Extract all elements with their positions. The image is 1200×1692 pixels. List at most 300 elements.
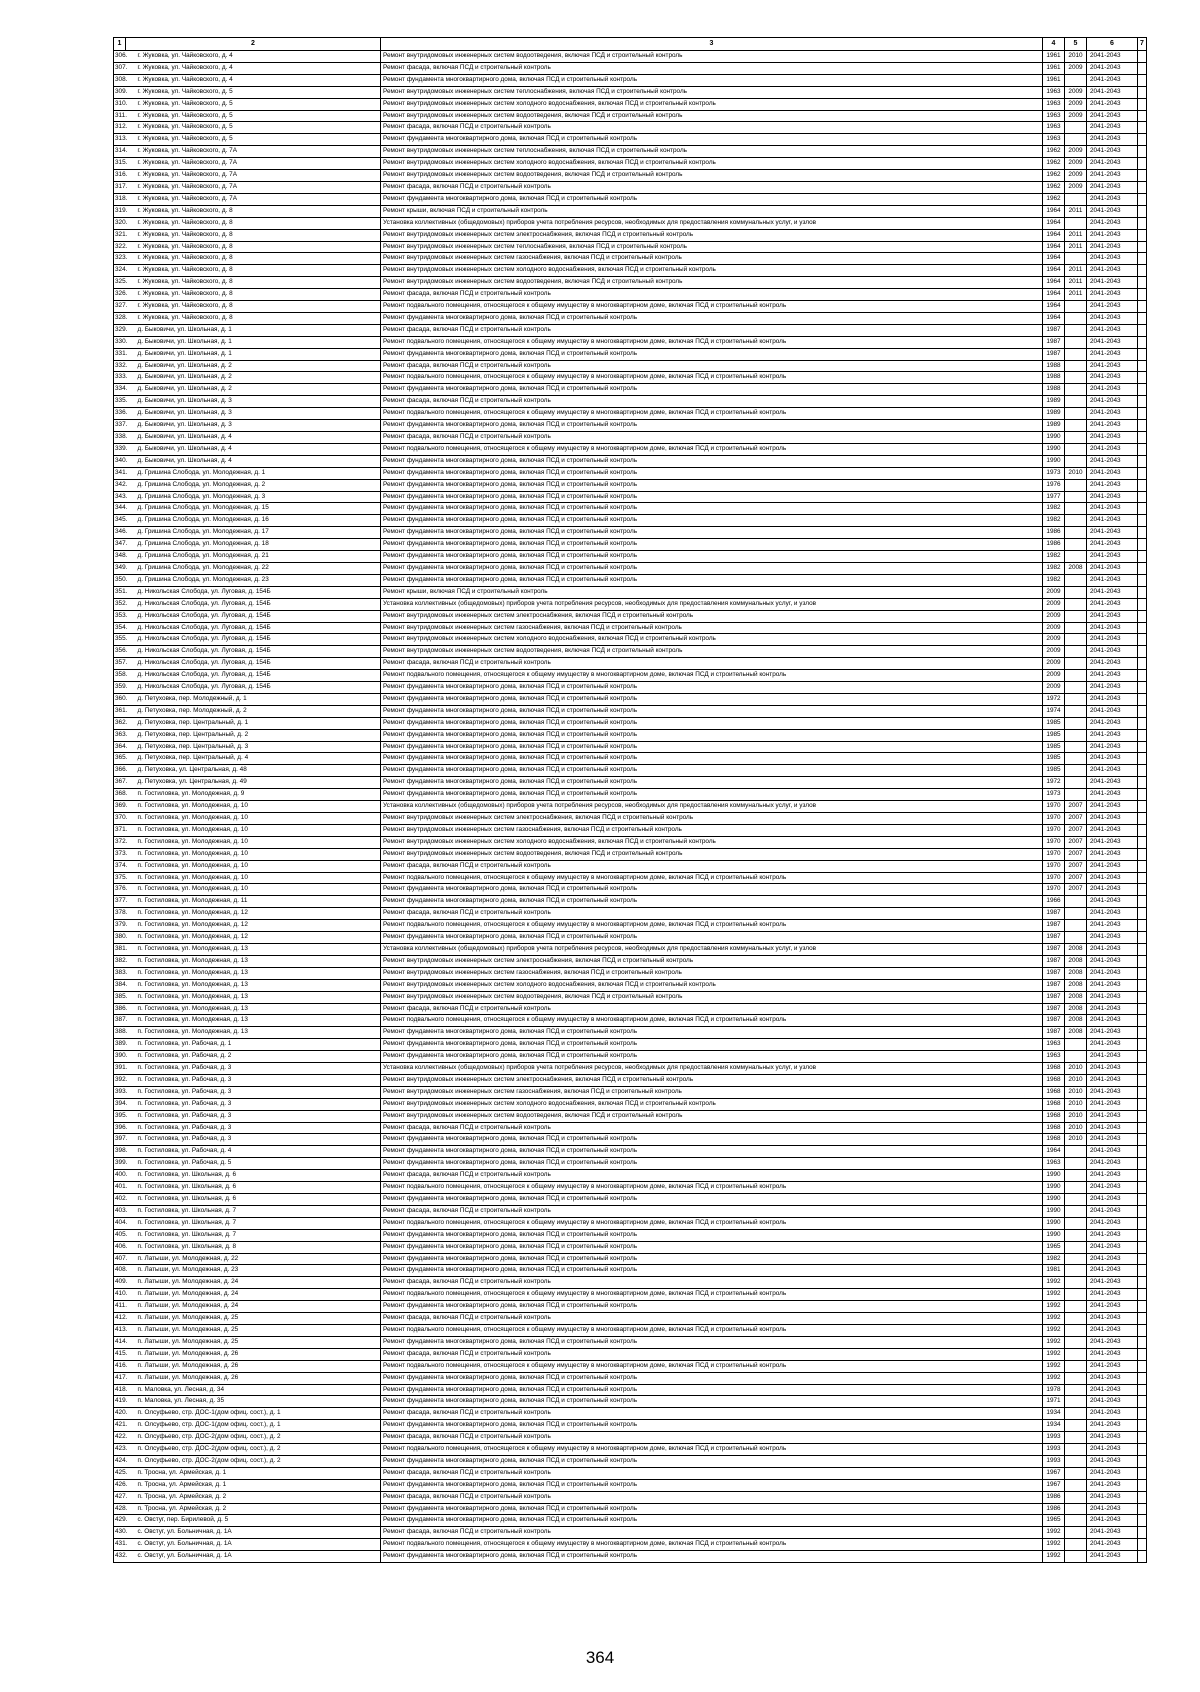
planned-period-cell: 2041-2043 (1087, 1396, 1138, 1408)
table-row (114, 122, 1147, 134)
planned-period-cell: 2041-2043 (1087, 967, 1138, 979)
work-type-cell: Ремонт фундамента многоквартирного дома, включая ПСД и строительный контроль (381, 1336, 1043, 1348)
year-built-cell: 1987 (1043, 920, 1065, 932)
row-number-cell: 330. (114, 336, 126, 348)
address-cell: д. Гришина Слобода, ул. Молодежная, д. 21 (126, 551, 381, 563)
table-row (114, 539, 1147, 551)
year-built-cell: 1992 (1043, 1301, 1065, 1313)
planned-period-cell: 2041-2043 (1087, 932, 1138, 944)
year-built-cell: 1987 (1043, 1015, 1065, 1027)
table-row (114, 836, 1147, 848)
address-cell: п. Гостиловка, ул. Рабочая, д. 3 (126, 1074, 381, 1086)
address-cell: п. Латыши, ул. Молодежная, д. 24 (126, 1289, 381, 1301)
last-repair-year-cell (1065, 1194, 1087, 1206)
column-7-cell (1138, 1289, 1147, 1301)
address-cell: п. Гостиловка, ул. Молодежная, д. 12 (126, 932, 381, 944)
year-built-cell: 1982 (1043, 1253, 1065, 1265)
last-repair-year-cell: 2010 (1065, 1110, 1087, 1122)
last-repair-year-cell: 2008 (1065, 955, 1087, 967)
table-row (114, 312, 1147, 324)
planned-period-cell: 2041-2043 (1087, 1205, 1138, 1217)
row-number-cell: 390. (114, 1051, 126, 1063)
row-number-cell: 324. (114, 265, 126, 277)
work-type-cell: Ремонт фундамента многоквартирного дома, включая ПСД и строительный контроль (381, 705, 1043, 717)
row-number-cell: 420. (114, 1408, 126, 1420)
table-row (114, 241, 1147, 253)
table-row (114, 467, 1147, 479)
work-type-cell: Установка коллективных (общедомовых) приборов учета потребления ресурсов, необходимых для предоставления коммунальных услуг, и узлов (381, 801, 1043, 813)
planned-period-cell: 2041-2043 (1087, 253, 1138, 265)
last-repair-year-cell (1065, 765, 1087, 777)
planned-period-cell: 2041-2043 (1087, 1420, 1138, 1432)
last-repair-year-cell (1065, 1265, 1087, 1277)
column-7-cell (1138, 1170, 1147, 1182)
row-number-cell: 404. (114, 1217, 126, 1229)
year-built-cell: 1989 (1043, 420, 1065, 432)
row-number-cell: 349. (114, 562, 126, 574)
address-cell: д. Петуховка, пер. Центральный, д. 4 (126, 753, 381, 765)
address-cell: д. Быковичи, ул. Школьная, д. 3 (126, 420, 381, 432)
address-cell: д. Никольская Слобода, ул. Луговая, д. 154Б (126, 622, 381, 634)
table-row (114, 634, 1147, 646)
work-type-cell: Ремонт фундамента многоквартирного дома, включая ПСД и строительный контроль (381, 74, 1043, 86)
table-row (114, 1408, 1147, 1420)
last-repair-year-cell (1065, 1301, 1087, 1313)
work-type-cell: Ремонт фасада, включая ПСД и строительный контроль (381, 908, 1043, 920)
year-built-cell: 1987 (1043, 336, 1065, 348)
year-built-cell: 1968 (1043, 1063, 1065, 1075)
work-type-cell: Ремонт фундамента многоквартирного дома, включая ПСД и строительный контроль (381, 932, 1043, 944)
planned-period-cell: 2041-2043 (1087, 301, 1138, 313)
address-cell: п. Гостиловка, ул. Рабочая, д. 3 (126, 1110, 381, 1122)
row-number-cell: 374. (114, 860, 126, 872)
work-type-cell: Ремонт внутридомовых инженерных систем газоснабжения, включая ПСД и строительный контроль (381, 967, 1043, 979)
last-repair-year-cell: 2007 (1065, 836, 1087, 848)
row-number-cell: 343. (114, 491, 126, 503)
year-built-cell: 1934 (1043, 1420, 1065, 1432)
table-row (114, 765, 1147, 777)
planned-period-cell: 2041-2043 (1087, 1217, 1138, 1229)
column-7-cell (1138, 1027, 1147, 1039)
column-7-cell (1138, 1503, 1147, 1515)
row-number-cell: 384. (114, 979, 126, 991)
row-number-cell: 385. (114, 991, 126, 1003)
table-row (114, 574, 1147, 586)
table-row (114, 610, 1147, 622)
work-type-cell: Ремонт внутридомовых инженерных систем газоснабжения, включая ПСД и строительный контроль (381, 622, 1043, 634)
address-cell: г. Жуковка, ул. Чайковского, д. 8 (126, 289, 381, 301)
last-repair-year-cell (1065, 1158, 1087, 1170)
planned-period-cell: 2041-2043 (1087, 551, 1138, 563)
planned-period-cell: 2041-2043 (1087, 265, 1138, 277)
column-7-cell (1138, 765, 1147, 777)
work-type-cell: Ремонт фундамента многоквартирного дома, включая ПСД и строительный контроль (381, 1253, 1043, 1265)
table-row (114, 1301, 1147, 1313)
planned-period-cell: 2041-2043 (1087, 1527, 1138, 1539)
column-7-cell (1138, 1360, 1147, 1372)
work-type-cell: Ремонт фасада, включая ПСД и строительный контроль (381, 289, 1043, 301)
last-repair-year-cell (1065, 1479, 1087, 1491)
last-repair-year-cell: 2009 (1065, 158, 1087, 170)
address-cell: г. Жуковка, ул. Чайковского, д. 8 (126, 277, 381, 289)
work-type-cell: Ремонт подвального помещения, относящегося к общему имуществу в многоквартирном доме, включая ПСД и строительный контроль (381, 670, 1043, 682)
table-row (114, 1324, 1147, 1336)
year-built-cell: 1986 (1043, 539, 1065, 551)
table-row (114, 789, 1147, 801)
table-row (114, 1336, 1147, 1348)
column-header-5: 5 (1065, 38, 1087, 51)
planned-period-cell: 2041-2043 (1087, 1551, 1138, 1563)
last-repair-year-cell (1065, 1515, 1087, 1527)
planned-period-cell: 2041-2043 (1087, 574, 1138, 586)
last-repair-year-cell (1065, 479, 1087, 491)
year-built-cell: 1987 (1043, 955, 1065, 967)
table-row (114, 682, 1147, 694)
year-built-cell: 1990 (1043, 1217, 1065, 1229)
column-7-cell (1138, 562, 1147, 574)
planned-period-cell: 2041-2043 (1087, 1467, 1138, 1479)
year-built-cell: 1982 (1043, 551, 1065, 563)
column-7-cell (1138, 1324, 1147, 1336)
planned-period-cell: 2041-2043 (1087, 1384, 1138, 1396)
work-type-cell: Ремонт фундамента многоквартирного дома, включая ПСД и строительный контроль (381, 193, 1043, 205)
work-type-cell: Ремонт фасада, включая ПСД и строительный контроль (381, 1205, 1043, 1217)
work-type-cell: Ремонт внутридомовых инженерных систем водоотведения, включая ПСД и строительный контроль (381, 646, 1043, 658)
column-7-cell (1138, 574, 1147, 586)
row-number-cell: 314. (114, 146, 126, 158)
row-number-cell: 398. (114, 1146, 126, 1158)
column-7-cell (1138, 193, 1147, 205)
work-type-cell: Ремонт внутридомовых инженерных систем водоотведения, включая ПСД и строительный контроль (381, 110, 1043, 122)
row-number-cell: 392. (114, 1074, 126, 1086)
planned-period-cell: 2041-2043 (1087, 777, 1138, 789)
row-number-cell: 419. (114, 1396, 126, 1408)
column-7-cell (1138, 277, 1147, 289)
work-type-cell: Установка коллективных (общедомовых) приборов учета потребления ресурсов, необходимых для предоставления коммунальных услуг, и узлов (381, 943, 1043, 955)
column-7-cell (1138, 991, 1147, 1003)
last-repair-year-cell: 2010 (1065, 1063, 1087, 1075)
year-built-cell: 1973 (1043, 789, 1065, 801)
address-cell: г. Жуковка, ул. Чайковского, д. 5 (126, 98, 381, 110)
planned-period-cell: 2041-2043 (1087, 51, 1138, 63)
column-7-cell (1138, 217, 1147, 229)
address-cell: г. Жуковка, ул. Чайковского, д. 8 (126, 217, 381, 229)
last-repair-year-cell (1065, 539, 1087, 551)
planned-period-cell: 2041-2043 (1087, 348, 1138, 360)
planned-period-cell: 2041-2043 (1087, 336, 1138, 348)
column-7-cell (1138, 324, 1147, 336)
planned-period-cell: 2041-2043 (1087, 848, 1138, 860)
column-7-cell (1138, 848, 1147, 860)
column-7-cell (1138, 1432, 1147, 1444)
work-type-cell: Ремонт фасада, включая ПСД и строительный контроль (381, 360, 1043, 372)
planned-period-cell: 2041-2043 (1087, 1182, 1138, 1194)
planned-period-cell: 2041-2043 (1087, 682, 1138, 694)
column-7-cell (1138, 1122, 1147, 1134)
work-type-cell: Ремонт фасада, включая ПСД и строительный контроль (381, 1170, 1043, 1182)
column-7-cell (1138, 1467, 1147, 1479)
table-row (114, 158, 1147, 170)
last-repair-year-cell: 2007 (1065, 872, 1087, 884)
address-cell: г. Жуковка, ул. Чайковского, д. 4 (126, 51, 381, 63)
last-repair-year-cell: 2009 (1065, 62, 1087, 74)
last-repair-year-cell (1065, 658, 1087, 670)
column-7-cell (1138, 1134, 1147, 1146)
row-number-cell: 423. (114, 1444, 126, 1456)
column-7-cell (1138, 1253, 1147, 1265)
column-7-cell (1138, 1229, 1147, 1241)
year-built-cell: 1987 (1043, 908, 1065, 920)
row-number-cell: 422. (114, 1432, 126, 1444)
work-type-cell: Ремонт внутридомовых инженерных систем холодного водоснабжения, включая ПСД и строительный контроль (381, 836, 1043, 848)
table-row (114, 908, 1147, 920)
table-row (114, 1372, 1147, 1384)
address-cell: п. Гостиловка, ул. Молодежная, д. 9 (126, 789, 381, 801)
work-type-cell: Ремонт внутридомовых инженерных систем холодного водоснабжения, включая ПСД и строительный контроль (381, 265, 1043, 277)
table-row (114, 86, 1147, 98)
column-7-cell (1138, 920, 1147, 932)
planned-period-cell: 2041-2043 (1087, 1015, 1138, 1027)
work-type-cell: Ремонт фундамента многоквартирного дома, включая ПСД и строительный контроль (381, 1515, 1043, 1527)
column-7-cell (1138, 74, 1147, 86)
column-header-6: 6 (1087, 38, 1138, 51)
row-number-cell: 358. (114, 670, 126, 682)
planned-period-cell: 2041-2043 (1087, 693, 1138, 705)
column-7-cell (1138, 634, 1147, 646)
address-cell: д. Петуховка, пер. Молодежный, д. 2 (126, 705, 381, 717)
column-7-cell (1138, 598, 1147, 610)
table-body (114, 51, 1147, 1563)
address-cell: п. Гостиловка, ул. Молодежная, д. 12 (126, 920, 381, 932)
address-cell: п. Латыши, ул. Молодежная, д. 26 (126, 1372, 381, 1384)
year-built-cell: 1962 (1043, 193, 1065, 205)
year-built-cell: 2009 (1043, 586, 1065, 598)
table-row (114, 324, 1147, 336)
work-type-cell: Ремонт внутридомовых инженерных систем холодного водоснабжения, включая ПСД и строительный контроль (381, 1098, 1043, 1110)
year-built-cell: 1987 (1043, 943, 1065, 955)
column-7-cell (1138, 967, 1147, 979)
table-row (114, 1503, 1147, 1515)
address-cell: п. Олсуфьево, стр. ДОС-1(дом офиц. сост.), д. 1 (126, 1420, 381, 1432)
address-cell: д. Гришина Слобода, ул. Молодежная, д. 2 (126, 479, 381, 491)
column-7-cell (1138, 1527, 1147, 1539)
column-7-cell (1138, 158, 1147, 170)
address-cell: д. Петуховка, пер. Центральный, д. 1 (126, 717, 381, 729)
last-repair-year-cell: 2011 (1065, 277, 1087, 289)
year-built-cell: 1976 (1043, 479, 1065, 491)
column-7-cell (1138, 396, 1147, 408)
year-built-cell: 1993 (1043, 1444, 1065, 1456)
row-number-cell: 367. (114, 777, 126, 789)
address-cell: п. Маловка, ул. Лесная, д. 34 (126, 1384, 381, 1396)
planned-period-cell: 2041-2043 (1087, 1539, 1138, 1551)
last-repair-year-cell (1065, 527, 1087, 539)
work-type-cell: Ремонт внутридомовых инженерных систем водоотведения, включая ПСД и строительный контроль (381, 848, 1043, 860)
work-type-cell: Ремонт внутридомовых инженерных систем электроснабжения, включая ПСД и строительный контроль (381, 813, 1043, 825)
last-repair-year-cell (1065, 1527, 1087, 1539)
row-number-cell: 335. (114, 396, 126, 408)
work-type-cell: Ремонт внутридомовых инженерных систем водоотведения, включая ПСД и строительный контроль (381, 1110, 1043, 1122)
year-built-cell: 1985 (1043, 729, 1065, 741)
row-number-cell: 383. (114, 967, 126, 979)
row-number-cell: 325. (114, 277, 126, 289)
column-7-cell (1138, 1063, 1147, 1075)
column-7-cell (1138, 1074, 1147, 1086)
year-built-cell: 1987 (1043, 1003, 1065, 1015)
planned-period-cell: 2041-2043 (1087, 146, 1138, 158)
last-repair-year-cell (1065, 920, 1087, 932)
table-row (114, 932, 1147, 944)
column-7-cell (1138, 539, 1147, 551)
planned-period-cell: 2041-2043 (1087, 1515, 1138, 1527)
column-7-cell (1138, 824, 1147, 836)
planned-period-cell: 2041-2043 (1087, 836, 1138, 848)
table-row (114, 1098, 1147, 1110)
address-cell: д. Быковичи, ул. Школьная, д. 1 (126, 324, 381, 336)
table-row (114, 562, 1147, 574)
row-number-cell: 308. (114, 74, 126, 86)
work-type-cell: Ремонт фундамента многоквартирного дома, включая ПСД и строительный контроль (381, 1146, 1043, 1158)
year-built-cell: 1962 (1043, 170, 1065, 182)
row-number-cell: 428. (114, 1503, 126, 1515)
planned-period-cell: 2041-2043 (1087, 467, 1138, 479)
address-cell: д. Петуховка, пер. Молодежный, д. 1 (126, 693, 381, 705)
table-row (114, 289, 1147, 301)
year-built-cell: 1986 (1043, 1503, 1065, 1515)
row-number-cell: 344. (114, 503, 126, 515)
row-number-cell: 387. (114, 1015, 126, 1027)
last-repair-year-cell: 2007 (1065, 824, 1087, 836)
work-type-cell: Ремонт фундамента многоквартирного дома, включая ПСД и строительный контроль (381, 455, 1043, 467)
last-repair-year-cell (1065, 574, 1087, 586)
address-cell: п. Гостиловка, ул. Молодежная, д. 13 (126, 955, 381, 967)
table-row (114, 193, 1147, 205)
table-row (114, 74, 1147, 86)
row-number-cell: 356. (114, 646, 126, 658)
year-built-cell: 1964 (1043, 301, 1065, 313)
address-cell: п. Тросна, ул. Армейская, д. 1 (126, 1479, 381, 1491)
year-built-cell: 1985 (1043, 741, 1065, 753)
work-type-cell: Ремонт внутридомовых инженерных систем электроснабжения, включая ПСД и строительный контроль (381, 610, 1043, 622)
year-built-cell: 1977 (1043, 491, 1065, 503)
column-7-cell (1138, 979, 1147, 991)
address-cell: п. Тросна, ул. Армейская, д. 2 (126, 1491, 381, 1503)
last-repair-year-cell: 2009 (1065, 86, 1087, 98)
address-cell: д. Никольская Слобода, ул. Луговая, д. 154Б (126, 682, 381, 694)
row-number-cell: 370. (114, 813, 126, 825)
year-built-cell: 1990 (1043, 1182, 1065, 1194)
row-number-cell: 341. (114, 467, 126, 479)
year-built-cell: 1964 (1043, 205, 1065, 217)
last-repair-year-cell (1065, 634, 1087, 646)
address-cell: г. Жуковка, ул. Чайковского, д. 8 (126, 205, 381, 217)
row-number-cell: 405. (114, 1229, 126, 1241)
row-number-cell: 426. (114, 1479, 126, 1491)
planned-period-cell: 2041-2043 (1087, 98, 1138, 110)
year-built-cell: 1970 (1043, 884, 1065, 896)
last-repair-year-cell (1065, 693, 1087, 705)
column-7-cell (1138, 1182, 1147, 1194)
planned-period-cell: 2041-2043 (1087, 360, 1138, 372)
year-built-cell: 1990 (1043, 1229, 1065, 1241)
work-type-cell: Ремонт фундамента многоквартирного дома, включая ПСД и строительный контроль (381, 1039, 1043, 1051)
year-built-cell: 1989 (1043, 408, 1065, 420)
planned-period-cell: 2041-2043 (1087, 384, 1138, 396)
column-7-cell (1138, 693, 1147, 705)
column-7-cell (1138, 253, 1147, 265)
last-repair-year-cell (1065, 1277, 1087, 1289)
address-cell: д. Быковичи, ул. Школьная, д. 4 (126, 455, 381, 467)
planned-period-cell: 2041-2043 (1087, 420, 1138, 432)
work-type-cell: Ремонт внутридомовых инженерных систем холодного водоснабжения, включая ПСД и строительный контроль (381, 98, 1043, 110)
last-repair-year-cell (1065, 253, 1087, 265)
column-7-cell (1138, 1205, 1147, 1217)
last-repair-year-cell (1065, 717, 1087, 729)
row-number-cell: 416. (114, 1360, 126, 1372)
work-type-cell: Ремонт внутридомовых инженерных систем холодного водоснабжения, включая ПСД и строительный контроль (381, 634, 1043, 646)
address-cell: д. Никольская Слобода, ул. Луговая, д. 154Б (126, 634, 381, 646)
planned-period-cell: 2041-2043 (1087, 1479, 1138, 1491)
last-repair-year-cell (1065, 1324, 1087, 1336)
row-number-cell: 432. (114, 1551, 126, 1563)
table-row (114, 336, 1147, 348)
work-type-cell: Ремонт фундамента многоквартирного дома, включая ПСД и строительный контроль (381, 1229, 1043, 1241)
address-cell: д. Быковичи, ул. Школьная, д. 2 (126, 384, 381, 396)
work-type-cell: Ремонт фундамента многоквартирного дома, включая ПСД и строительный контроль (381, 1396, 1043, 1408)
planned-period-cell: 2041-2043 (1087, 503, 1138, 515)
work-type-cell: Ремонт фундамента многоквартирного дома, включая ПСД и строительный контроль (381, 777, 1043, 789)
address-cell: п. Латыши, ул. Молодежная, д. 25 (126, 1324, 381, 1336)
address-cell: д. Петуховка, ул. Центральная, д. 48 (126, 765, 381, 777)
last-repair-year-cell (1065, 396, 1087, 408)
table-row (114, 170, 1147, 182)
column-7-cell (1138, 146, 1147, 158)
address-cell: п. Гостиловка, ул. Школьная, д. 6 (126, 1170, 381, 1182)
table-row (114, 991, 1147, 1003)
work-type-cell: Ремонт фундамента многоквартирного дома, включая ПСД и строительный контроль (381, 1551, 1043, 1563)
address-cell: г. Жуковка, ул. Чайковского, д. 8 (126, 301, 381, 313)
table-row (114, 955, 1147, 967)
planned-period-cell: 2041-2043 (1087, 1086, 1138, 1098)
year-built-cell: 1963 (1043, 110, 1065, 122)
row-number-cell: 412. (114, 1313, 126, 1325)
work-type-cell: Ремонт фасада, включая ПСД и строительный контроль (381, 1408, 1043, 1420)
column-7-cell (1138, 1551, 1147, 1563)
planned-period-cell: 2041-2043 (1087, 1277, 1138, 1289)
address-cell: п. Гостиловка, ул. Молодежная, д. 10 (126, 824, 381, 836)
row-number-cell: 411. (114, 1301, 126, 1313)
table-row (114, 515, 1147, 527)
row-number-cell: 347. (114, 539, 126, 551)
last-repair-year-cell: 2011 (1065, 229, 1087, 241)
last-repair-year-cell (1065, 646, 1087, 658)
column-7-cell (1138, 301, 1147, 313)
address-cell: г. Жуковка, ул. Чайковского, д. 5 (126, 122, 381, 134)
column-7-cell (1138, 1515, 1147, 1527)
work-type-cell: Ремонт фасада, включая ПСД и строительный контроль (381, 1122, 1043, 1134)
work-type-cell: Ремонт фасада, включая ПСД и строительный контроль (381, 62, 1043, 74)
column-7-cell (1138, 181, 1147, 193)
table-row (114, 1194, 1147, 1206)
last-repair-year-cell (1065, 1432, 1087, 1444)
year-built-cell: 1963 (1043, 1039, 1065, 1051)
column-7-cell (1138, 205, 1147, 217)
last-repair-year-cell: 2008 (1065, 991, 1087, 1003)
planned-period-cell: 2041-2043 (1087, 1110, 1138, 1122)
last-repair-year-cell (1065, 1205, 1087, 1217)
address-cell: г. Жуковка, ул. Чайковского, д. 7А (126, 181, 381, 193)
work-type-cell: Ремонт фундамента многоквартирного дома, включая ПСД и строительный контроль (381, 896, 1043, 908)
